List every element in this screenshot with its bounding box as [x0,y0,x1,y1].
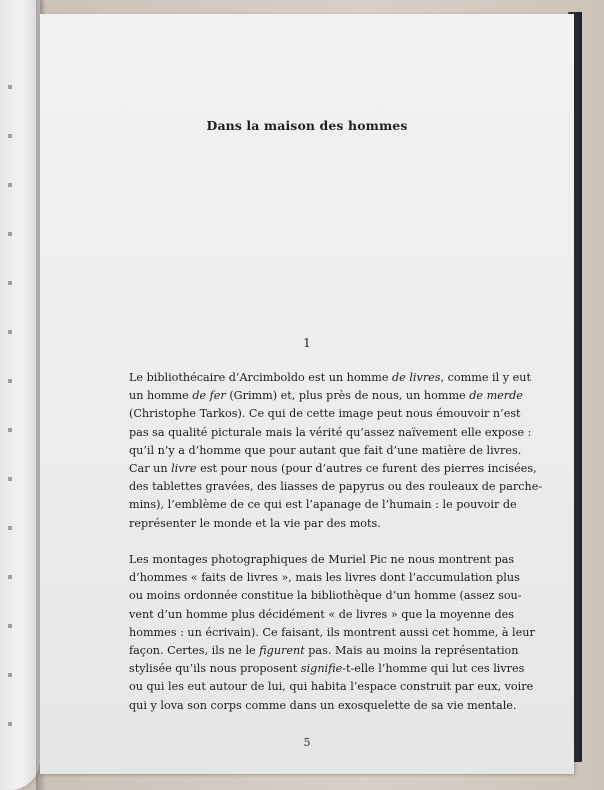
text-line: pas sa qualité picturale mais la vérité qu’assez naïvement elle expose : [129,425,532,439]
text-line: vent d’un homme plus décidément « de livres » que la moyenne des [129,607,514,621]
text-line: représenter le monde et la vie par des mots. [129,516,381,530]
italic-word: signifie [300,662,343,676]
left-facing-page [0,0,40,790]
paragraph-1 [129,369,543,533]
text-line: Les montages photographiques de Muriel Pic ne nous montrent pas [129,553,515,566]
italic-word: de fer [192,389,226,403]
page-number: 5 [303,736,311,749]
binding-stitches [8,40,12,740]
text-line: (Christophe Tarkos). Ce qui de cette image peut nous émouvoir n’est [129,407,521,421]
text-line: Car un livre est pour nous (pour d’autres ce furent des pierres incisées, [129,462,537,476]
italic-word: figurent [259,644,305,658]
text-line: qu’il n’y a d’homme que pour autant que fait d’une matière de livres. [129,443,522,457]
text-line: des tablettes gravées, des liasses de papyrus ou des rouleaux de parche- [129,480,543,494]
text-line: stylisée qu’ils nous proposent signifie-t-elle l’homme qui lut ces livres [129,662,525,676]
chapter-title: Dans la maison des hommes [206,118,408,133]
italic-word: de merde [469,389,523,403]
text-line: un homme de fer (Grimm) et, plus près de nous, un homme de merde [129,389,523,403]
italic-word: de livres [392,371,441,384]
text-line: hommes : un écrivain). Ce faisant, ils montrent aussi cet homme, à leur [129,625,535,639]
section-number: 1 [303,336,311,350]
book-page [40,14,574,774]
italic-word: livre [171,462,197,476]
text-line: mins), l’emblème de ce qui est l’apanage de l’humain : le pouvoir de [129,498,517,512]
paragraph-2 [129,551,535,715]
text-line: ou qui les eut autour de lui, qui habita l’espace construit par eux, voire [129,680,534,694]
text-line: ou moins ordonnée constitue la bibliothèque d’un homme (assez sou- [129,589,522,603]
text-line: façon. Certes, ils ne le figurent pas. Mais au moins la représentation [129,644,519,658]
text-line: d’hommes « faits de livres », mais les livres dont l’accumulation plus [129,571,520,585]
text-line: Le bibliothécaire d’Arcimboldo est un homme de livres, comme il y eut [129,371,531,384]
text-line: qui y lova son corps comme dans un exosquelette de sa vie mentale. [129,698,517,712]
